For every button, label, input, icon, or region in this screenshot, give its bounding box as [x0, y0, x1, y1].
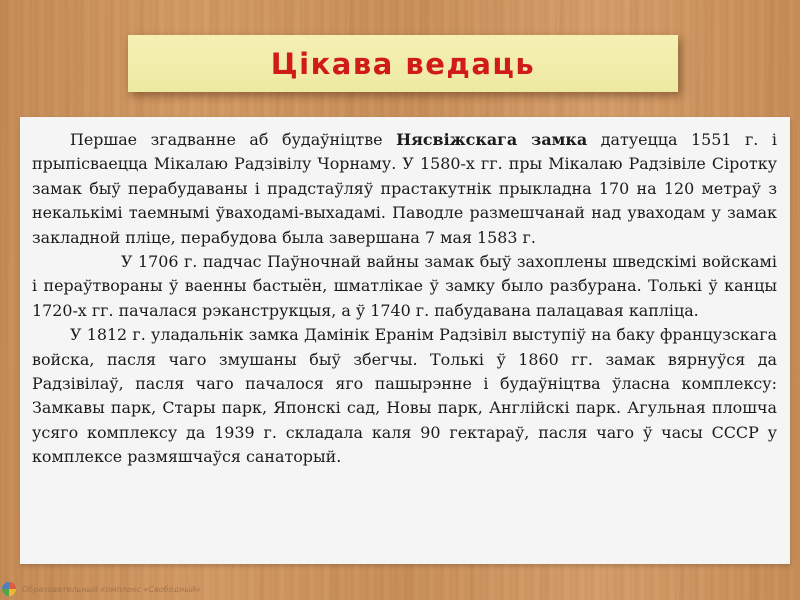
slide-title: Цікава ведаць [270, 46, 536, 81]
paragraph-1 [32, 128, 777, 250]
title-banner [128, 35, 678, 92]
paragraph-1-after: датуецца 1551 г. і прыпісваецца Мікалаю Радзівілу Чорнаму. У 1580-х гг. пры Мікалаю Радзівіле Сіротку замак быў перабудаваны і прадстаўляў прастакутнік прыкладна 170 на 120 метраў з некалькімі таемнымі ўваходамі-выхадамі. Паводле размешчанай над уваходам у замак закладной пліце, перабудова была завершана 7 мая 1583 г. [32, 130, 777, 247]
text-panel [20, 117, 790, 564]
footer [2, 579, 201, 599]
paragraph-2: У 1706 г. падчас Паўночнай вайны замак быў захоплены шведскімі войскамі і пераўтвораны ў ваенны бастыён, шматлікае ў замку было разбурана. Толькі ў канцы 1720-х гг. пачалася рэканструкцыя, а ў 1740 г. пабудавана палацавая капліца. [32, 252, 777, 320]
colored-circle-logo-icon [2, 582, 16, 596]
paragraph-3: У 1812 г. уладальнік замка Дамінік Еранім Радзівіл выступіў на баку французскага войска, пасля чаго змушаны быў збегчы. Толькі ў 1860 гг. замак вярнуўся да Радзівілаў, пасля чаго пачалося яго пашырэнне і будаўніцтва ўласна комплексу: Замкавы парк, Стары парк, Японскі сад, Новы парк, Англійскі парк. Агульная плошча усяго комплексу да 1939 г. складала каля 90 гектараў, пасля чаго ў часы СССР у комплексе размяшчаўся санаторый. [32, 325, 777, 467]
castle-name-bold: Нясвіжскага замка [396, 130, 588, 149]
footer-text: Образовательный комплекс «Свободный» [22, 584, 201, 594]
paragraph-1-before: Першае згадванне аб будаўніцтве [70, 130, 397, 149]
